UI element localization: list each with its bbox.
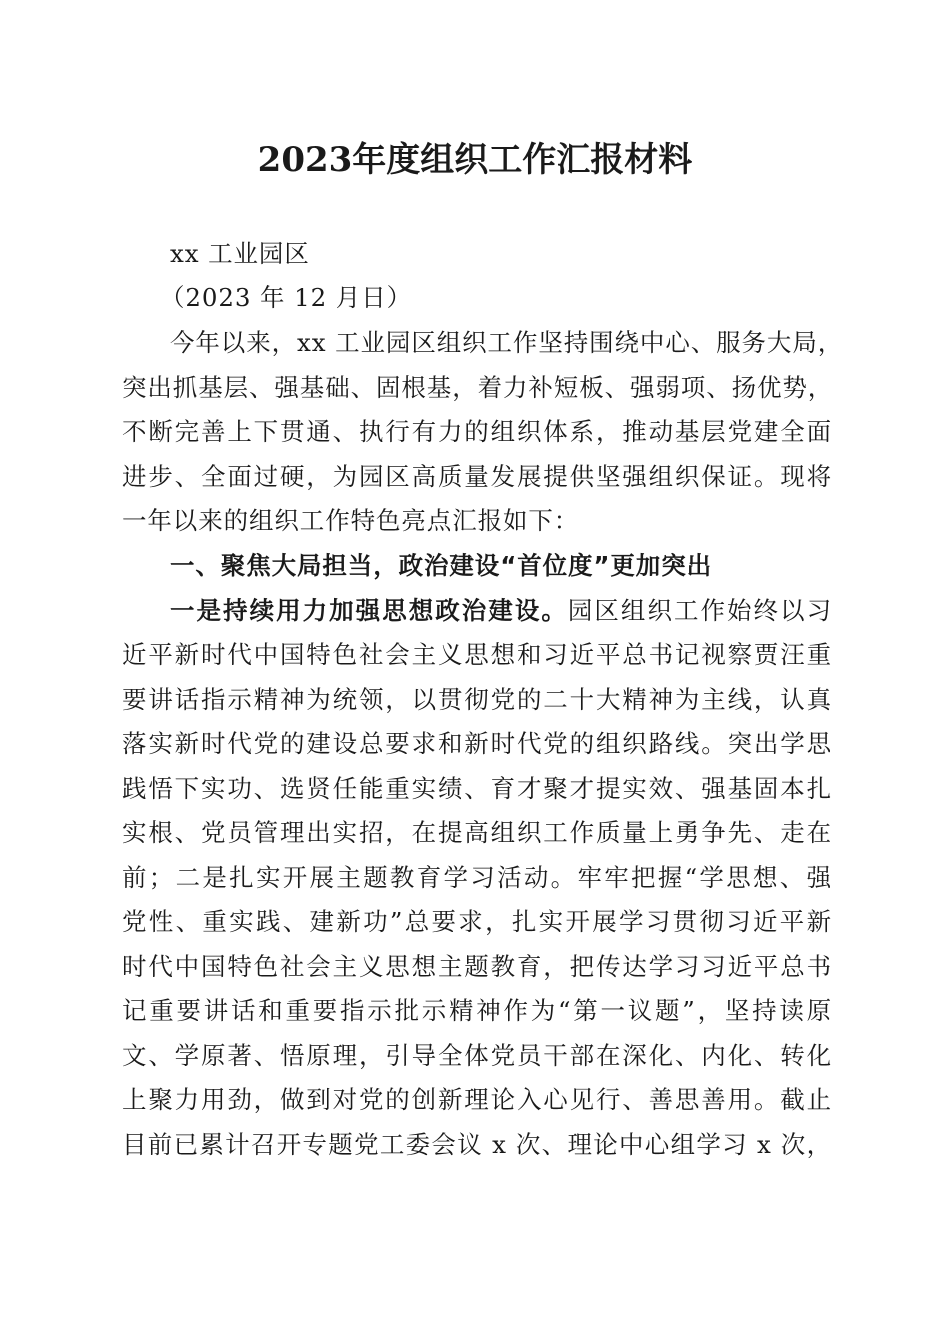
paragraph-2-line-13: 目前已累计召开专题党工委会议 x 次、理论中心组学习 x 次， [122,1130,832,1159]
paragraph-2-line-12: 上聚力用劲，做到对党的创新理论入心见行、善思善用。截止 [122,1085,832,1114]
paragraph-2-line-6: 实根、党员管理出实招，在提高组织工作质量上勇争先、走在 [122,818,832,847]
paragraph-2-line-1 [170,589,832,633]
paragraph-2-line-9: 时代中国特色社会主义思想主题教育，把传达学习习近平总书 [122,952,832,981]
paragraph-1-line-2: 突出抓基层、强基础、固根基，着力补短板、强弱项、扬优势， [122,373,834,402]
section-heading-1: 一、聚焦大局担当，政治建设“首位度”更加突出 [170,551,713,580]
organization-name: xx 工业园区 [170,239,310,268]
paragraph-1-line-3: 不断完善上下贯通、执行有力的组织体系，推动基层党建全面 [122,417,832,446]
paragraph-2-line-11: 文、学原著、悟原理，引导全体党员干部在深化、内化、转化 [122,1041,832,1070]
paragraph-2-line-5: 践悟下实功、选贤任能重实绩、育才聚才提实效、强基固本扎 [122,774,832,803]
paragraph-1-line-5: 一年以来的组织工作特色亮点汇报如下： [122,506,580,535]
paragraph-2-line-7: 前；二是扎实开展主题教育学习活动。牢牢把握“学思想、强 [122,863,832,892]
paragraph-1-line-4: 进步、全面过硬，为园区高质量发展提供坚强组织保证。现将 [122,462,832,491]
paragraph-2-first-rest: 园区组织工作始终以习 [567,596,832,625]
paragraph-2-lead: 一是持续用力加强思想政治建设。 [170,596,568,625]
document-title: 2023年度组织工作汇报材料 [257,140,693,180]
paragraph-2-line-4: 落实新时代党的建设总要求和新时代党的组织路线。突出学思 [122,729,832,758]
paragraph-2-line-2: 近平新时代中国特色社会主义思想和习近平总书记视察贾汪重 [122,640,832,669]
paragraph-2-line-3: 要讲话指示精神为统领，以贯彻党的二十大精神为主线，认真 [122,685,832,714]
paragraph-2-line-10: 记重要讲话和重要指示批示精神作为“第一议题”，坚持读原 [122,996,832,1025]
paragraph-1-line-1: 今年以来，xx 工业园区组织工作坚持围绕中心、服务大局， [170,328,844,357]
report-date: （2023 年 12 月日） [160,283,412,312]
paragraph-2-line-8: 党性、重实践、建新功”总要求，扎实开展学习贯彻习近平新 [122,907,832,936]
